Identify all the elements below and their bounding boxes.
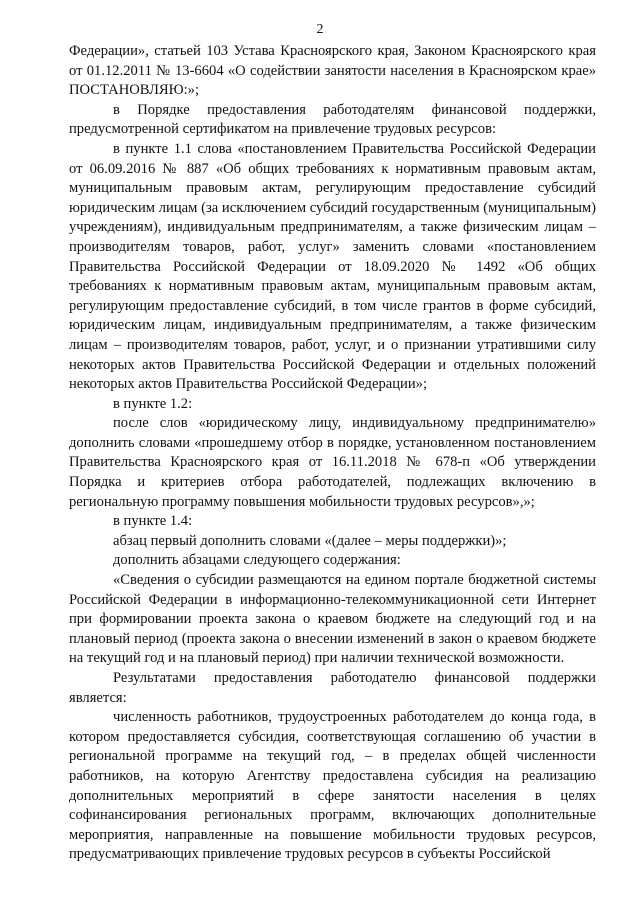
document-body bbox=[69, 42, 596, 865]
paragraph-clause-1-4-add-intro: дополнить абзацами следующего содержания: bbox=[113, 552, 401, 569]
paragraph-continuation: Федерации», статьей 103 Устава Красноярского края, Законом Красноярского края от 01.12.2011 № 13-6604 «О содействии занятости населения в Красноярском крае» ПОСТАНОВЛЯЮ:»; bbox=[69, 43, 596, 99]
paragraph-subsidy-info: «Сведения о субсидии размещаются на едином портале бюджетной системы Российской Федерации в информационно-телекоммуникационной сети Интернет при формировании проекта закона о краевом бюджете на следующий год и на плановый период (проекта закона о внесении изменений в закон о краевом бюджете на текущий год и на плановый период) при наличии технической возможности. bbox=[69, 572, 596, 667]
paragraph-clause-1-4-heading: в пункте 1.4: bbox=[113, 513, 193, 530]
paragraph-clause-1-4-first-amendment: абзац первый дополнить словами «(далее – меры поддержки)»; bbox=[113, 532, 507, 549]
paragraph-results-heading: Результатами предоставления работодателю финансовой поддержки является: bbox=[69, 670, 596, 706]
paragraph-clause-1-2-body: после слов «юридическому лицу, индивидуальному предпринимателю» дополнить словами «прошедшему отбор в порядке, установленном постановлением Правительства Красноярского края от 16.11.2018 № 678-п «Об утверждении Порядка и критериев отбора работодателей, подлежащих включению в региональную программу повышения мобильности трудовых ресурсов»,»; bbox=[69, 415, 596, 510]
paragraph-clause-1-2-heading: в пункте 1.2: bbox=[113, 395, 193, 412]
paragraph-clause-1-1: в пункте 1.1 слова «постановлением Правительства Российской Федерации от 06.09.2016 № 887 «Об общих требованиях к нормативным правовым актам, муниципальным правовым актам, регулирующим предоставление субсидий юридическим лицам (за исключением субсидий государственным (муниципальным) учреждениям), индивидуальным предпринимателям, а также физическим лицам – производителям товаров, работ, услуг» заменить словами «постановлением Правительства Российской Федерации от 18.09.2020 № 1492 «Об общих требованиях к нормативным правовым актам, муниципальным правовым актам, регулирующим предоставление субсидий, в том числе грантов в форме субсидий, юридическим лицам, индивидуальным предпринимателям, а также физическим лицам – производителям товаров, работ, услуг, и о признании утратившими силу некоторых актов Правительства Российской Федерации и отдельных положений некоторых актов Правительства Российской Федерации»; bbox=[69, 140, 596, 393]
paragraph-results-body: численность работников, трудоустроенных работодателем до конца года, в котором предоставляется субсидия, соответствующая соглашению об участии в региональной программе на текущий год, – в пределах общей численности работников, на которую Агентству предоставлена субсидия на реализацию дополнительных мероприятий в сфере занятости населения в целях софинансирования региональных программ, включающих дополнительные мероприятия, направленные на повышение мобильности трудовых ресурсов, предусматривающих привлечение трудовых ресурсов в субъекты Российской bbox=[69, 709, 596, 863]
page-number: 2 bbox=[316, 22, 324, 37]
paragraph-procedure-intro: в Порядке предоставления работодателям финансовой поддержки, предусмотренной сертификатом на привлечение трудовых ресурсов: bbox=[69, 101, 596, 138]
